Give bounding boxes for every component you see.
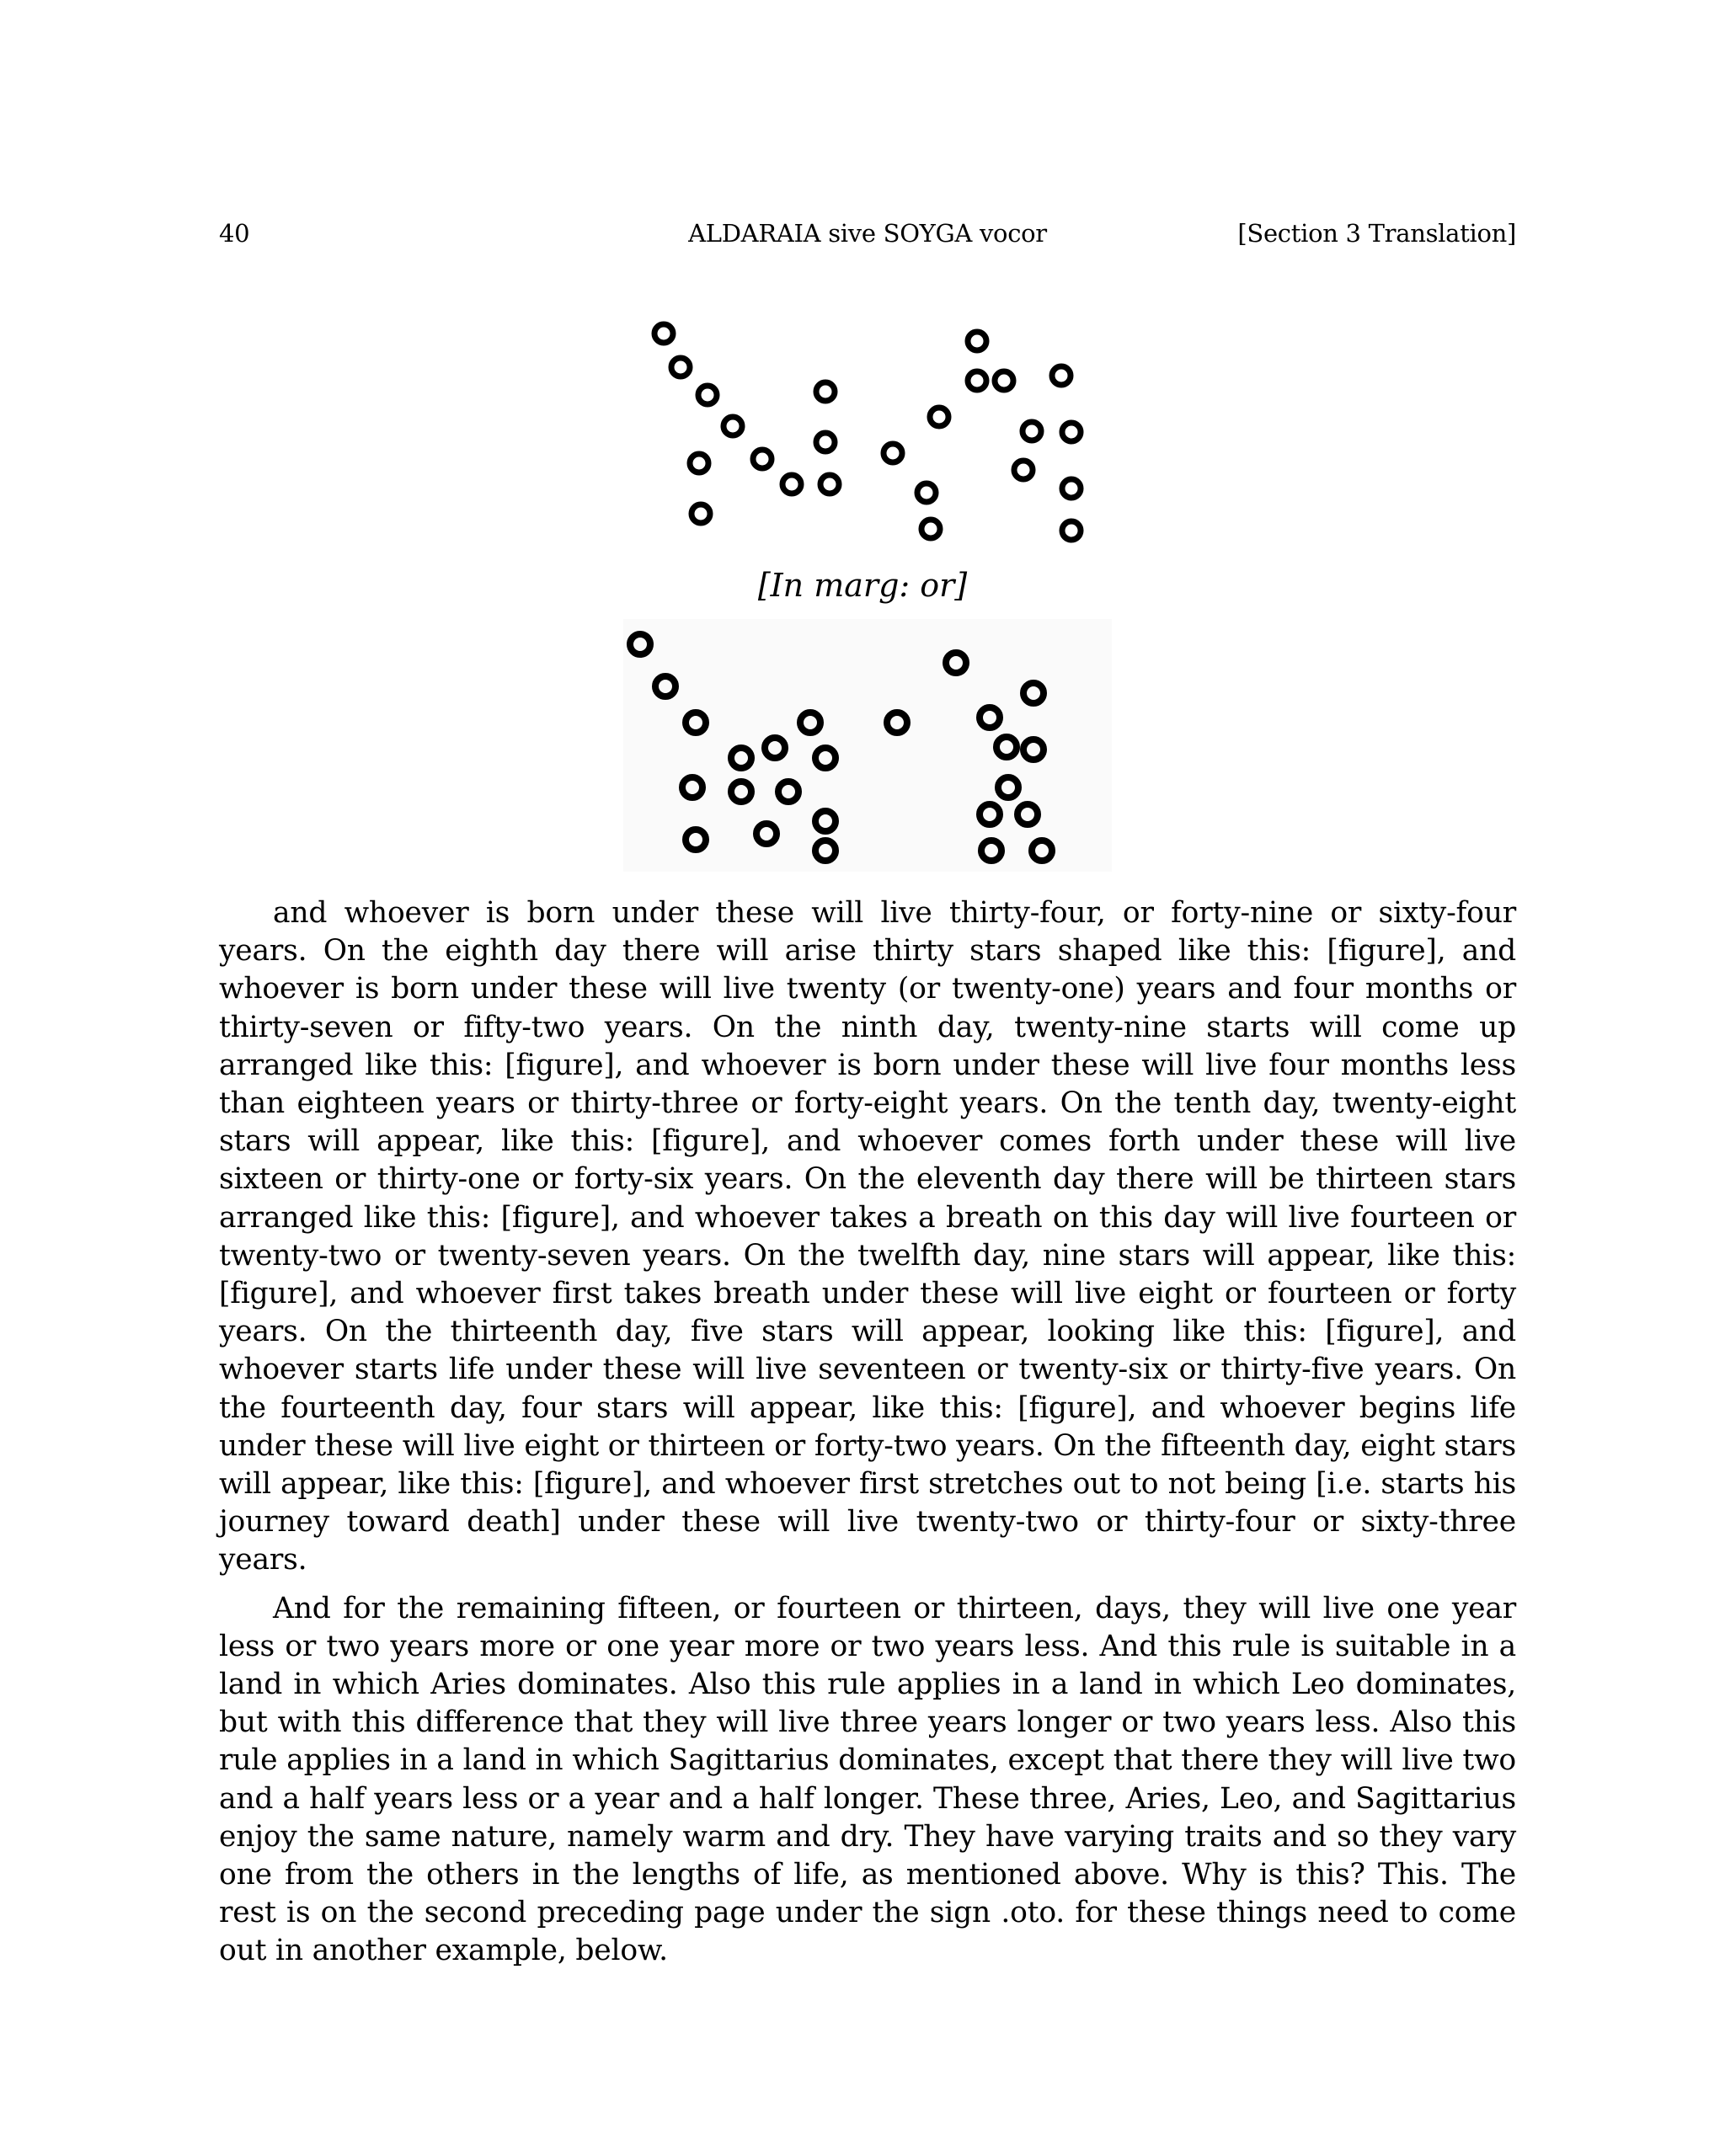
star-ring-alt-14 bbox=[815, 841, 836, 861]
body-text bbox=[219, 894, 1516, 1971]
star-ring-alt-17 bbox=[980, 707, 1000, 728]
paragraph-1: and whoever is born under these will live thirty-four, or forty-nine or sixty-four years. On the eighth day there will arise thirty stars shaped like this: [figure], and whoever is born under these will live twenty (or twenty-one) years and four months or thirty-seven or fifty-two years. On the ninth day, twenty-nine starts will come up arranged like this: [figure], and whoever is born under these will live four months less than eighteen years or thirty-three or forty-eight years. On the tenth day, twenty-eight stars will appear, like this: [figure], and whoever comes forth under these will live sixteen or thirty-one or forty-six years. On the eleventh day there will be thirteen stars arranged like this: [figure], and whoever takes a breath on this day will live fourteen or twenty-two or twenty-seven years. On the twelfth day, nine stars will appear, like this: [figure], and whoever first takes breath under these will live eight or fourteen or forty years. On the thirteenth day, five stars will appear, looking like this: [figure], and whoever starts life under these will live seventeen or twenty-six or thirty-five years. On the fourteenth day, four stars will appear, like this: [figure], and whoever begins life under these will live eight or thirteen or forty-two years. On the fifteenth day, eight stars will appear, like this: [figure], and whoever first stretches out to not being [i.e. starts his journey toward death] under these will live twenty-two or thirty-four or sixty-three years. bbox=[219, 896, 1516, 1577]
star-ring-22 bbox=[1014, 461, 1033, 479]
star-ring-alt-19 bbox=[1023, 683, 1044, 703]
star-ring-alt-13 bbox=[815, 811, 836, 831]
star-ring-alt-25 bbox=[1032, 841, 1052, 861]
page-number: 40 bbox=[219, 219, 250, 248]
star-ring-alt-2 bbox=[655, 676, 676, 696]
star-ring-alt-5 bbox=[765, 738, 785, 758]
star-ring-alt-12 bbox=[815, 748, 836, 768]
star-ring-alt-11 bbox=[800, 712, 820, 733]
star-ring-alt-3 bbox=[686, 712, 706, 733]
star-ring-alt-24 bbox=[981, 841, 1001, 861]
star-ring-18 bbox=[995, 371, 1013, 390]
star-ring-1 bbox=[654, 324, 673, 343]
star-ring-10 bbox=[816, 382, 835, 401]
star-ring-alt-23 bbox=[1017, 804, 1038, 825]
star-ring-17 bbox=[968, 371, 986, 390]
star-figure-alternate bbox=[623, 619, 1112, 872]
star-ring-9 bbox=[820, 475, 839, 494]
star-ring-6 bbox=[690, 454, 708, 472]
running-title: ALDARAIA sive SOYGA vocor bbox=[688, 219, 1047, 248]
star-ring-5 bbox=[753, 450, 772, 468]
star-ring-alt-10 bbox=[756, 824, 777, 844]
running-header bbox=[219, 215, 1516, 252]
star-ring-20 bbox=[1023, 422, 1041, 440]
star-ring-12 bbox=[884, 444, 902, 462]
star-ring-alt-8 bbox=[778, 782, 798, 802]
star-ring-19 bbox=[1052, 366, 1071, 385]
star-ring-15 bbox=[930, 408, 948, 426]
paragraph-2: And for the remaining fifteen, or fourteen or thirteen, days, they will live one year less or two years more or one year more or two years less. And this rule is suitable in a land in which Aries dominates. Also this rule applies in a land in which Leo dominates, but with this difference that they will live three years longer or two years less. Also this rule applies in a land in which Sagittarius dominates, except that there they will live two and a half years less or a year and a half longer. These three, Aries, Leo, and Sagittarius enjoy the same nature, namely warm and dry. They have varying traits and so they vary one from the others in the lengths of life, as mentioned above. Why is this? This. The rest is on the second preceding page under the sign .oto. for these things need to come out in another example, below. bbox=[219, 1591, 1516, 1968]
star-ring-2 bbox=[671, 358, 690, 376]
star-ring-alt-7 bbox=[731, 782, 751, 802]
section-label: [Section 3 Translation] bbox=[1237, 219, 1516, 248]
star-ring-alt-6 bbox=[682, 777, 702, 798]
star-ring-alt-16 bbox=[946, 653, 966, 673]
star-ring-16 bbox=[968, 332, 986, 350]
star-ring-23 bbox=[1062, 479, 1081, 498]
star-ring-7 bbox=[782, 475, 801, 494]
star-ring-13 bbox=[917, 483, 936, 502]
star-ring-21 bbox=[1062, 423, 1081, 441]
star-ring-alt-9 bbox=[686, 830, 706, 850]
star-ring-3 bbox=[698, 386, 717, 404]
star-ring-alt-1 bbox=[630, 634, 650, 654]
star-ring-alt-15 bbox=[887, 712, 907, 733]
star-ring-24 bbox=[1062, 521, 1081, 540]
star-ring-alt-20 bbox=[1023, 739, 1044, 760]
star-ring-alt-21 bbox=[998, 777, 1018, 798]
star-ring-11 bbox=[816, 433, 835, 451]
figure-caption: [In marg: or] bbox=[757, 567, 968, 604]
star-ring-14 bbox=[921, 520, 940, 538]
star-ring-alt-22 bbox=[980, 804, 1000, 825]
star-ring-4 bbox=[724, 417, 742, 435]
star-figure-primary bbox=[640, 312, 1112, 556]
star-ring-alt-18 bbox=[996, 737, 1017, 757]
star-ring-8 bbox=[692, 504, 710, 523]
star-ring-alt-4 bbox=[731, 748, 751, 768]
